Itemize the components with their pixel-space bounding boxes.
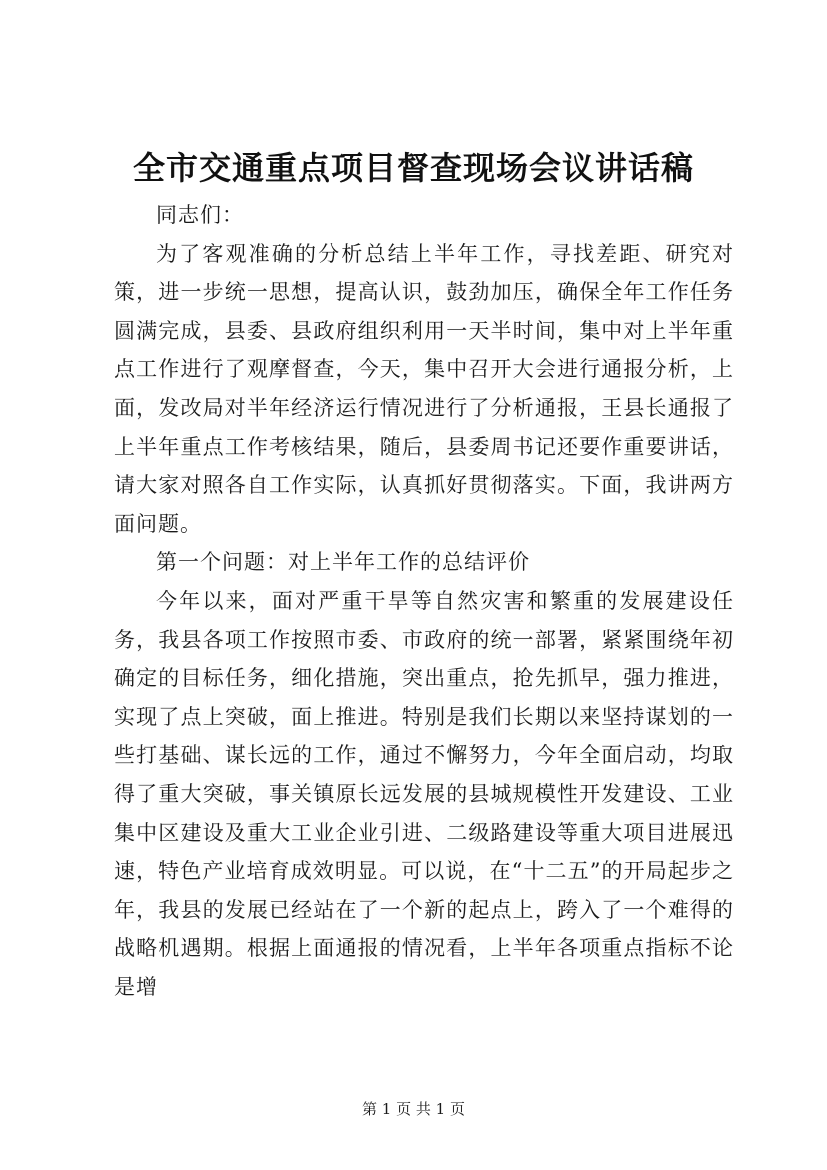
salutation: 同志们： <box>156 203 244 227</box>
paragraph-review: 今年以来，面对严重干旱等自然灾害和繁重的发展建设任务，我县各项工作按照市委、市政府的统一部署，紧紧围绕年初确定的目标任务，细化措施，突出重点，抢先抓早，强力推进，实现了点上突破，面上推进。特别是我们长期以来坚持谋划的一些打基础、谋长远的工作，通过不懈努力，今年全面启动，均取得了重大突破，事关镇原长远发展的县城规模性开发建设、工业集中区建设及重大工业企业引进、二级路建设等重大项目进展迅速，特色产业培育成效明显。可以说，在“十二五”的开局起步之年，我县的发展已经站在了一个新的起点上，跨入了一个难得的战略机遇期。根据上面通报的情况看，上半年各项重点指标不论是增 <box>114 588 734 999</box>
paragraph-intro: 为了客观准确的分析总结上半年工作，寻找差距、研究对策，进一步统一思想，提高认识，鼓劲加压，确保全年工作任务圆满完成，县委、县政府组织利用一天半时间，集中对上半年重点工作进行了观摩督查，今天，集中召开大会进行通报分析，上面，发改局对半年经济运行情况进行了分析通报，王县长通报了上半年重点工作考核结果，随后，县委周书记还要作重要讲话，请大家对照各自工作实际，认真抓好贯彻落实。下面，我讲两方面问题。 <box>114 241 734 536</box>
document-body <box>114 196 734 1006</box>
section-heading: 第一个问题：对上半年工作的总结评价 <box>156 550 530 575</box>
page-footer: 第 1 页 共 1 页 <box>362 1100 465 1118</box>
document-title: 全市交通重点项目督查现场会议讲话稿 <box>132 149 694 187</box>
